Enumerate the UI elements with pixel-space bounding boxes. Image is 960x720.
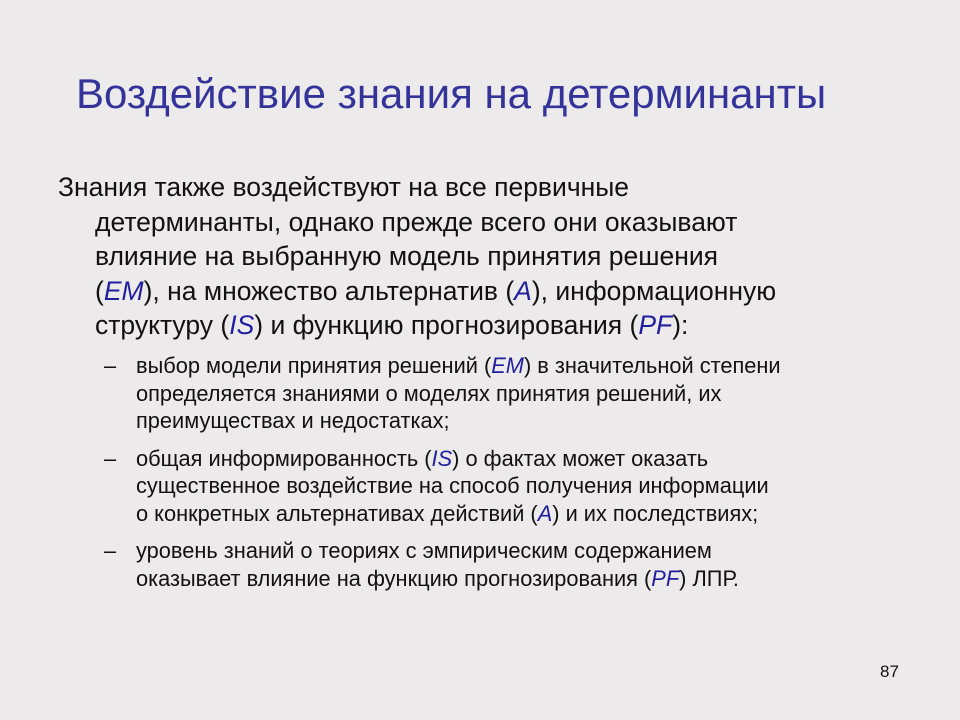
text-fragment: выбор модели принятия решений ( (136, 353, 492, 378)
term-em: EM (103, 275, 144, 306)
term-is: IS (229, 310, 255, 340)
term-a: A (537, 500, 553, 526)
text-fragment: ): (672, 310, 689, 340)
text-fragment: ) о фактах может оказать (452, 445, 709, 471)
text-fragment: о конкретных альтернативах действий ( (136, 500, 538, 526)
main-paragraph (58, 170, 938, 343)
main-paragraph-line-5 (58, 308, 938, 343)
main-paragraph-line-2: детерминанты, однако прежде всего они оказывают (95, 206, 738, 237)
sub-item-line (136, 352, 944, 380)
dash-bullet: – (104, 538, 117, 563)
sub-item (104, 537, 944, 592)
text-fragment: общая информированность ( (136, 445, 432, 471)
text-fragment: ) и их последствиях; (552, 500, 759, 526)
sub-item-line (136, 500, 944, 528)
sub-item-line: существенное воздействие на способ получения информации (136, 473, 769, 498)
term-a: A (514, 275, 532, 306)
page-number: 87 (880, 662, 899, 681)
text-fragment: ) и функцию прогнозирования ( (254, 310, 639, 340)
sub-item-line (136, 445, 944, 473)
text-fragment: ) в значительной степени (523, 353, 781, 378)
term-em: EM (491, 353, 524, 378)
slide-title: Воздействие знания на детерминанты (76, 70, 827, 117)
sub-item-line: уровень знаний о теориях с эмпирическим содержанием (136, 538, 712, 563)
main-paragraph-line-3: влияние на выбранную модель принятия решения (95, 241, 719, 271)
term-pf: PF (651, 565, 680, 591)
sub-list (104, 352, 944, 602)
dash-bullet: – (104, 445, 117, 471)
term-pf: PF (638, 310, 673, 340)
term-is: IS (431, 445, 453, 471)
text-fragment: ), на множество альтернатив ( (143, 275, 515, 306)
dash-bullet: – (104, 353, 117, 378)
text-fragment: ), информационную (531, 275, 777, 306)
sub-item-line: преимуществах и недостатках; (136, 408, 450, 433)
text-fragment: оказывает влияние на функцию прогнозирования ( (136, 565, 652, 591)
main-paragraph-line-1: Знания также воздействуют на все первичные (58, 172, 630, 202)
sub-item (104, 445, 944, 528)
sub-item-line (136, 565, 944, 593)
text-fragment: ) ЛПР. (679, 565, 739, 591)
text-fragment: ( (95, 275, 104, 306)
text-fragment: структуру ( (95, 310, 230, 340)
sub-item-line: определяется знаниями о моделях принятия решений, их (136, 380, 722, 406)
sub-item (104, 352, 944, 435)
main-paragraph-line-4 (58, 274, 938, 309)
